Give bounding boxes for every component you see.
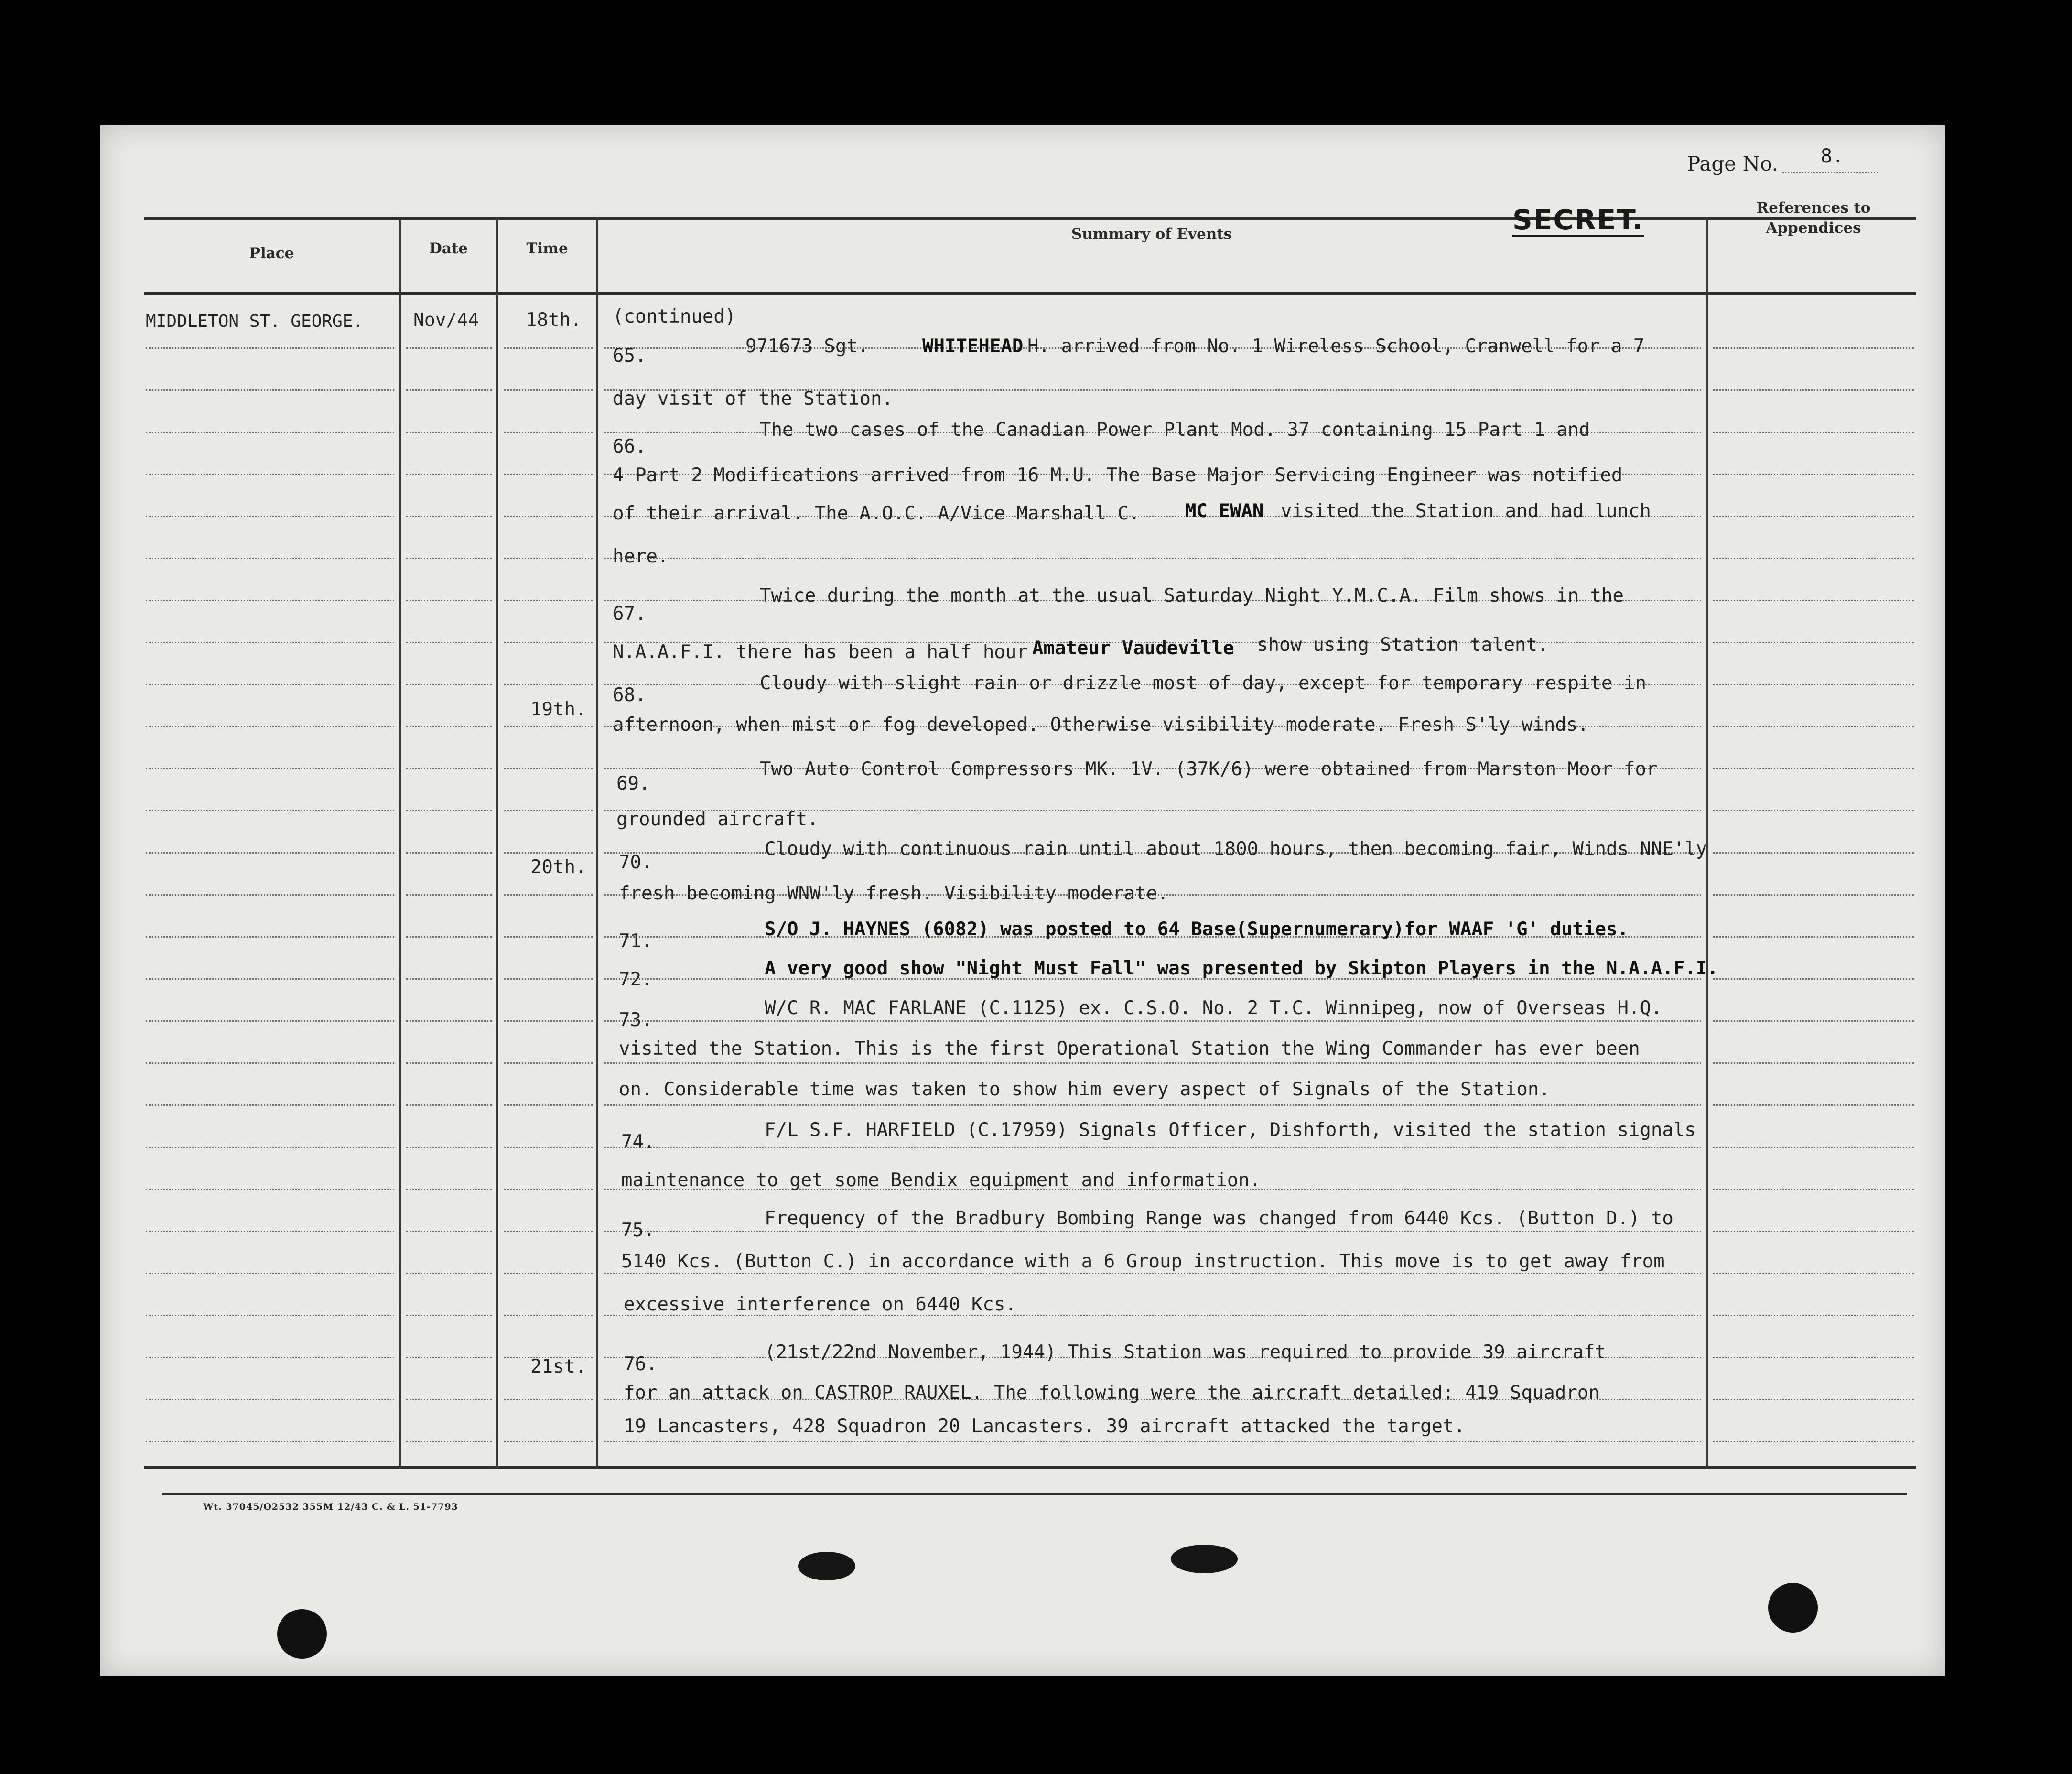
summary-line: of their arrival. The A.O.C. A/Vice Marshall C. <box>613 503 1140 524</box>
ruling-line <box>604 1020 1701 1022</box>
ruling-line <box>1713 1104 1914 1106</box>
ruling-line <box>406 642 492 643</box>
ruling-line <box>146 684 394 685</box>
ruling-line <box>1713 642 1914 643</box>
ruling-line <box>406 852 492 854</box>
summary-line: visited the Station. This is the first Operational Station the Wing Commander has ever been <box>619 1038 1640 1060</box>
ruling-line <box>504 1273 593 1274</box>
summary-line: (continued) <box>613 306 736 327</box>
ruling-line <box>504 432 593 433</box>
ruling-line <box>504 726 593 727</box>
ruling-line <box>1713 389 1914 391</box>
ruling-line <box>146 852 394 854</box>
ruling-line <box>146 1441 394 1442</box>
ruling-line <box>604 1231 1701 1232</box>
ruling-line <box>146 1189 394 1190</box>
ruling-line <box>1713 1147 1914 1148</box>
ruling-line <box>406 684 492 685</box>
summary-emphasis: Amateur Vaudeville <box>1032 638 1234 659</box>
ruling-line <box>146 1104 394 1106</box>
ruling-line <box>504 768 593 769</box>
header-date: Date <box>429 240 468 257</box>
ruling-line <box>504 474 593 475</box>
ruling-line <box>1713 1357 1914 1358</box>
summary-line: Twice during the month at the usual Saturday Night Y.M.C.A. Film shows in the <box>760 585 1624 606</box>
ruling-line <box>1713 347 1914 349</box>
ruling-line <box>604 1441 1701 1442</box>
ruling-line <box>1713 1441 1914 1442</box>
table-bottom-rule <box>144 1466 1916 1469</box>
time-20th: 20th. <box>530 856 587 878</box>
ruling-line <box>504 1315 593 1316</box>
ruling-line <box>146 347 394 349</box>
ruling-line <box>146 894 394 896</box>
summary-line: S/O J. HAYNES (6082) was posted to 64 Base(Supernumerary)for WAAF 'G' duties. <box>765 919 1629 940</box>
date-cell: Nov/44 <box>413 309 479 330</box>
header-summary: Summary of Events <box>1071 226 1232 243</box>
ruling-line <box>406 810 492 811</box>
ruling-line <box>504 642 593 643</box>
entry-number: 69. <box>616 773 650 794</box>
summary-line: grounded aircraft. <box>616 809 819 830</box>
ruling-line <box>504 1231 593 1232</box>
ruling-line <box>504 516 593 517</box>
ruling-line <box>1713 1189 1914 1190</box>
ruling-line <box>146 642 394 643</box>
summary-line: A very good show "Night Must Fall" was presented by Skipton Players in the N.A.A.F.I. <box>765 958 1718 979</box>
ruling-line <box>406 978 492 980</box>
ruling-line <box>406 726 492 727</box>
ruling-line <box>1713 600 1914 601</box>
summary-line: visited the Station and had lunch <box>1281 500 1651 522</box>
ruling-line <box>146 1062 394 1064</box>
ruling-line <box>1713 1399 1914 1400</box>
ruling-line <box>406 1357 492 1358</box>
ruling-line <box>146 768 394 769</box>
ruling-line <box>504 852 593 854</box>
ruling-line <box>1713 936 1914 938</box>
ruling-line <box>604 1062 1701 1064</box>
ruling-line <box>504 1189 593 1190</box>
ruling-line <box>146 726 394 727</box>
ruling-line <box>406 600 492 601</box>
ruling-line <box>146 978 394 980</box>
ruling-line <box>146 600 394 601</box>
entry-number: 73. <box>619 1009 653 1031</box>
ruling-line <box>146 1315 394 1316</box>
ruling-line <box>146 389 394 391</box>
summary-line: maintenance to get some Bendix equipment and information. <box>621 1169 1261 1191</box>
place-cell: MIDDLETON ST. GEORGE. <box>146 312 364 331</box>
ruling-line <box>504 1441 593 1442</box>
entry-number: 68. <box>613 684 647 706</box>
ruling-line <box>504 347 593 349</box>
ruling-line <box>406 474 492 475</box>
ruling-line <box>146 936 394 938</box>
entry-number: 72. <box>619 969 653 990</box>
ruling-line <box>604 558 1701 559</box>
ruling-line <box>504 978 593 980</box>
ruling-line <box>406 1147 492 1148</box>
ruling-line <box>406 1020 492 1022</box>
ruling-line <box>146 1399 394 1400</box>
summary-line: 5140 Kcs. (Button C.) in accordance with a 6 Group instruction. This move is to get away from <box>621 1251 1665 1272</box>
time-21st: 21st. <box>530 1356 587 1377</box>
summary-line: 4 Part 2 Modifications arrived from 16 M.U. The Base Major Servicing Engineer was notified <box>613 465 1623 486</box>
entry-number: 65. <box>613 345 647 367</box>
entry-number: 75. <box>621 1220 655 1241</box>
summary-name: MC EWAN <box>1185 500 1264 522</box>
ruling-line <box>146 432 394 433</box>
entry-number: 67. <box>613 603 647 625</box>
summary-line: afternoon, when mist or fog developed. Otherwise visibility moderate. Fresh S'ly winds. <box>613 714 1589 736</box>
time-19th: 19th. <box>530 699 587 720</box>
ruling-line <box>146 558 394 559</box>
summary-line: 19 Lancasters, 428 Squadron 20 Lancasters. 39 aircraft attacked the target. <box>624 1416 1465 1437</box>
ruling-line <box>406 1189 492 1190</box>
ruling-line <box>504 600 593 601</box>
ruling-line <box>1713 558 1914 559</box>
ruling-line <box>406 936 492 938</box>
ruling-line <box>406 1441 492 1442</box>
ruling-line <box>406 347 492 349</box>
ruling-line <box>146 1147 394 1148</box>
column-rule-place <box>399 217 401 1469</box>
ruling-line <box>1713 432 1914 433</box>
header-time: Time <box>526 240 568 257</box>
ruling-line <box>1713 1273 1914 1274</box>
summary-line: N.A.A.F.I. there has been a half hour <box>613 641 1028 663</box>
ruling-line <box>504 684 593 685</box>
ruling-line <box>504 1399 593 1400</box>
summary-line: day visit of the Station. <box>613 388 893 410</box>
time-18th: 18th. <box>526 309 582 331</box>
ruling-line <box>146 516 394 517</box>
ruling-line <box>1713 474 1914 475</box>
ruling-line <box>504 558 593 559</box>
summary-line: for an attack on CASTROP RAUXEL. The following were the aircraft detailed: 419 Squadron <box>624 1382 1600 1404</box>
ruling-line <box>406 1104 492 1106</box>
ruling-line <box>406 1273 492 1274</box>
summary-name: WHITEHEAD <box>922 335 1024 357</box>
ruling-line <box>146 474 394 475</box>
scan-smudge <box>1171 1545 1238 1573</box>
entry-number: 74. <box>621 1131 655 1153</box>
summary-line: on. Considerable time was taken to show him every aspect of Signals of the Station. <box>619 1079 1550 1100</box>
ruling-line <box>1713 1062 1914 1064</box>
header-references: References to Appendices <box>1756 199 1871 237</box>
summary-line: fresh becoming WNW'ly fresh. Visibility moderate. <box>619 883 1169 904</box>
ruling-line <box>406 1315 492 1316</box>
summary-line: H. arrived from No. 1 Wireless School, Cranwell for a 7 <box>1027 335 1645 357</box>
ruling-line <box>406 894 492 896</box>
summary-line: show using Station talent. <box>1257 634 1549 656</box>
header-place: Place <box>249 245 294 262</box>
ruling-line <box>406 389 492 391</box>
ruling-line <box>504 810 593 811</box>
scan-smudge <box>798 1552 855 1580</box>
summary-line: Cloudy with continuous rain until about 1800 hours, then becoming fair, Winds NNE'ly <box>765 838 1707 860</box>
ruling-line <box>406 516 492 517</box>
ruling-line <box>406 432 492 433</box>
ruling-line <box>1713 1315 1914 1316</box>
page-number-label: Page No. <box>1687 152 1779 175</box>
ruling-line <box>406 1399 492 1400</box>
summary-line: The two cases of the Canadian Power Plant Mod. 37 containing 15 Part 1 and <box>760 419 1590 441</box>
ruling-line <box>1713 684 1914 685</box>
page-number-value: 8. <box>1821 145 1844 167</box>
entry-number: 66. <box>613 436 647 457</box>
binder-hole-left <box>277 1609 327 1659</box>
secret-stamp: SECRET. <box>1512 204 1644 236</box>
ruling-line <box>1713 768 1914 769</box>
ruling-line <box>406 768 492 769</box>
ruling-line <box>504 1020 593 1022</box>
ruling-line <box>504 389 593 391</box>
ruling-line <box>1713 852 1914 854</box>
entry-number: 76. <box>624 1353 658 1375</box>
ruling-line <box>146 810 394 811</box>
ruling-line <box>504 1147 593 1148</box>
ruling-line <box>604 1147 1701 1148</box>
operations-record-page <box>100 125 1945 1676</box>
summary-line: W/C R. MAC FARLANE (C.1125) ex. C.S.O. No. 2 T.C. Winnipeg, now of Overseas H.Q. <box>765 997 1662 1019</box>
ruling-line <box>146 1273 394 1274</box>
ruling-line <box>504 894 593 896</box>
ruling-line <box>504 1104 593 1106</box>
ruling-line <box>1713 726 1914 727</box>
ruling-line <box>1713 1231 1914 1232</box>
ruling-line <box>146 1357 394 1358</box>
page-number-underline <box>1782 172 1878 173</box>
summary-line: excessive interference on 6440 Kcs. <box>624 1294 1016 1315</box>
footer-print-code: Wt. 37045/O2532 355M 12/43 C. & L. 51-7793 <box>203 1502 458 1512</box>
entry-number: 71. <box>619 930 653 952</box>
ruling-line <box>146 1231 394 1232</box>
ruling-line <box>504 1062 593 1064</box>
summary-line: F/L S.F. HARFIELD (C.17959) Signals Officer, Dishforth, visited the station signals <box>765 1119 1696 1141</box>
summary-line: Cloudy with slight rain or drizzle most of day, except for temporary respite in <box>760 672 1646 694</box>
entry-number: 70. <box>619 852 653 873</box>
ruling-line <box>604 1273 1701 1274</box>
ruling-line <box>406 558 492 559</box>
ruling-line <box>146 1020 394 1022</box>
summary-line: Two Auto Control Compressors MK. 1V. (37K/6) were obtained from Marston Moor for <box>760 758 1658 780</box>
summary-line: here. <box>613 546 669 567</box>
ruling-line <box>1713 978 1914 980</box>
footer-rule <box>162 1493 1907 1495</box>
summary-line: Frequency of the Bradbury Bombing Range was changed from 6440 Kcs. (Button D.) to <box>765 1208 1673 1229</box>
ruling-line <box>1713 894 1914 896</box>
ruling-line <box>604 1104 1701 1106</box>
ruling-line <box>504 936 593 938</box>
binder-hole-right <box>1768 1583 1818 1633</box>
summary-line: 971673 Sgt. <box>745 335 869 357</box>
column-rule-time <box>596 217 598 1469</box>
ruling-line <box>406 1231 492 1232</box>
table-top-rule <box>144 217 1916 220</box>
ruling-line <box>1713 1020 1914 1022</box>
column-rule-date <box>496 217 498 1469</box>
ruling-line <box>1713 516 1914 517</box>
table-header-rule <box>144 292 1916 295</box>
summary-line: (21st/22nd November, 1944) This Station was required to provide 39 aircraft <box>765 1341 1606 1363</box>
ruling-line <box>406 1062 492 1064</box>
ruling-line <box>1713 810 1914 811</box>
